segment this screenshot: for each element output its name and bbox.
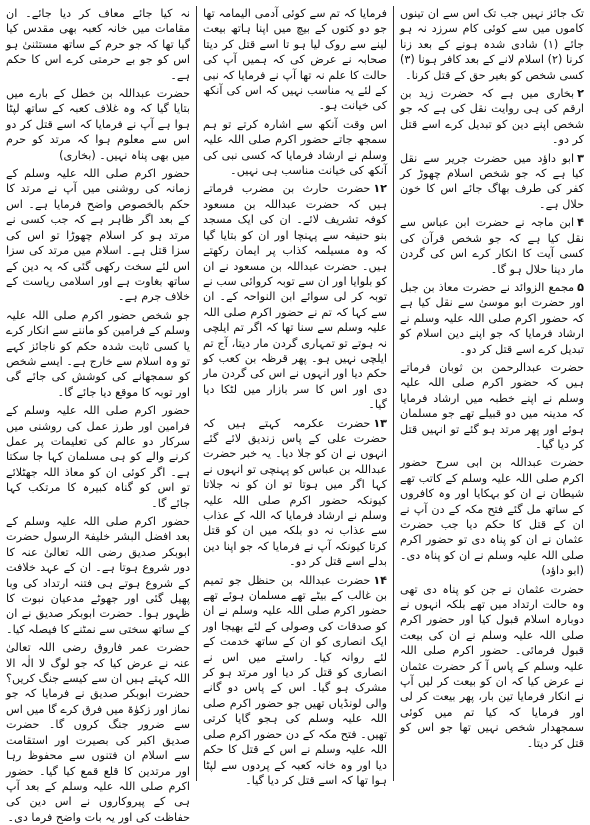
paragraph-text: حضور اکرم صلی اللہ علیہ وسلم کے زمانہ کی روشنی میں آپ نے مرتد کا حکم بالخصوص واضح فرمایا ہے۔ اس کے بعد اگر ظاہر ہے کہ جب کسی نے مرتد ہو کر اسلام چھوڑا تو اس کی سزا قتل ہے۔ اسلام میں مرتد کی سزا اس لئے سخت رکھی گئی کہ یہ دین کے ساتھ بغاوت ہے اور اسلامی ریاست کے خلاف جرم ہے۔	[6, 167, 191, 304]
paragraph	[400, 86, 584, 148]
paragraph	[203, 117, 387, 179]
column-left	[6, 6, 191, 824]
paragraph	[203, 573, 387, 789]
paragraph-text: حضرت عثمان نے جن کو پناہ دی تھی وہ حالت ارتداد میں تھے بلکہ انہوں نے دوبارہ اسلام قبول کیا اور حضور اکرم صلی اللہ علیہ وسلم نے ان کی بیعت قبول فرمائی۔ حضور اکرم صلی اللہ علیہ وسلم کے پاس آ کر حضرت عثمان نے عرض کیا کہ ان کو بیعت کر لیں آپ نے انکار فرمایا تین بار، پھر بیعت کر لی اور فرمایا کہ کیا تم میں کوئی سمجھدار شخص نہیں تھا جو اس کو قتل کر دیتا۔	[400, 582, 584, 750]
paragraph-number: ۳	[577, 151, 584, 165]
column-right	[400, 6, 584, 781]
paragraph-text: حضور اکرم صلی اللہ علیہ وسلم کے بعد افضل البشر خلیفۃ الرسول حضرت ابوبکر صدیق رضی اللہ تعالیٰ عنہ کا دور شروع ہوتا ہے۔ ان کے عہد خلافت کے شروع ہوتے ہی فتنہ ارتداد کی وبا پھیل گئی اور جھوٹے مدعیان نبوت کا ظہور ہوا۔ حضرت ابوبکر صدیق نے ان کے ساتھ سختی سے نمٹنے کا فیصلہ کیا۔	[6, 515, 191, 636]
paragraph-text: ابن ماجہ نے حضرت ابن عباس سے نقل کیا ہے کہ جو شخص قرآن کی کسی آیت کا انکار کرے اس کی گردن مار دینا حلال ہو گا۔	[400, 216, 584, 276]
paragraph-number: ۱۴	[373, 573, 388, 587]
paragraph	[203, 181, 387, 412]
paragraph-text: اس وقت آنکھ سے اشارہ کرتے تو ہم سمجھ جاتے حضور اکرم صلی اللہ علیہ وسلم نے ارشاد فرمایا کہ کسی نبی کی آنکھ کی خیانت مناسب ہی نہیں۔	[203, 117, 388, 178]
paragraph	[400, 455, 584, 578]
paragraph-text: بخاری میں ہے کہ حضرت زید بن ارقم کی ہی روایت نقل کی ہے کہ جو شخص اپنے دین کو تبدیل کرے اسے قتل کر دو۔	[400, 87, 584, 147]
paragraph-text: حضرت حارث بن مضرب فرماتے ہیں کہ حضرت عبداللہ بن مسعود کوفہ تشریف لائے۔ ان کی ایک مسجد بنو حنیفہ سے پہنچا اور ان کو بتایا گیا کہ وہ مسیلمہ کذاب پر ایمان رکھتے ہیں۔ حضرت عبداللہ بن مسعود نے ان کو بلوایا اور ان سے توبہ کروائی سب نے توبہ کر لی سوائے ابن النواحہ کے۔ ان سے کہا کہ تم نے حضور اکرم صلی اللہ علیہ وسلم سے سنا تھا کہ اگر تم ایلچی نہ ہوتے تو تمہاری گردن مار دیتا، آج تم ایلچی نہیں ہو۔ پھر قرظہ بن کعب کو حکم دیا اور انہوں نے اس کی گردن مار دی اور اس کا سر بازار میں لٹکا دیا گیا۔	[203, 182, 388, 412]
paragraph	[6, 86, 190, 163]
paragraph-text: حضرت عمر فاروق رضی اللہ تعالیٰ عنہ نے عرض کیا کہ جو لوگ لا الٰہ الا اللہ کہتے ہیں ان سے کیسے جنگ کریں؟ حضرت ابوبکر صدیق نے فرمایا کہ جو نماز اور زکوٰۃ میں فرق کرے گا میں اس سے ضرور جنگ کروں گا۔ حضرت صدیق اکبر کی بصیرت اور استقامت سے اسلام ان فتنوں سے محفوظ رہا اور مرتدین کا قلع قمع کیا گیا۔ حضور اکرم صلی اللہ علیہ وسلم کے بعد آپ ہی کے پیروکاروں نے اس دین کی حفاظت کی اور یہ بات واضح فرما دی۔	[6, 641, 191, 824]
paragraph	[400, 151, 584, 213]
paragraph-number: ۱۳	[373, 416, 388, 430]
paragraph	[203, 6, 387, 114]
paragraph	[400, 360, 584, 452]
paragraph	[203, 416, 387, 570]
paragraph	[400, 6, 584, 83]
paragraph-text: حضور اکرم صلی اللہ علیہ وسلم کے فرامین اور طرز عمل کی روشنی میں سرکار دو عالم کی تعلیمات پر عمل کرنے والے کو ہی مسلمان کہا جا سکتا ہے۔ اگر کوئی ان کو معاذ اللہ جھٹلائے تو اس کو گناہ کبیرہ کا مرتکب کہا جائے گا۔	[6, 404, 191, 510]
column-middle	[203, 6, 388, 787]
paragraph	[6, 308, 190, 400]
paragraph	[6, 6, 190, 83]
paragraph	[6, 403, 190, 511]
paragraph	[400, 280, 584, 357]
paragraph	[6, 166, 190, 305]
paragraph-text: نہ کیا جائے معاف کر دیا جائے۔ ان مقامات میں خانہ کعبہ بھی مقدس کیا گیا تھا کہ جو حرم کے ساتھ مستثنیٰ ہو اس کو جو بے حرمتی کرے اس کا حکم ہے۔	[6, 7, 191, 82]
column-divider-right	[393, 6, 394, 781]
paragraph-text: حضرت عبداللہ بن حنظل جو تمیم بن غالب کے بیٹے تھے مسلمان ہوئے تھے حضور اکرم صلی اللہ علیہ وسلم نے ان کو صدقات کی وصولی کے لئے بھیجا اور ایک انصاری کو ان کے ساتھ خدمت کے لئے روانہ کیا۔ راستے میں اس نے انصاری کو قتل کر دیا اور مرتد ہو کر مشرک ہو گیا۔ اس کے پاس دو گانے والی لونڈیاں تھیں جو حضور اکرم صلی اللہ علیہ وسلم کی ہجو گایا کرتی تھیں۔ فتح مکہ کے دن حضور اکرم صلی اللہ علیہ وسلم نے اس کے قتل کا حکم دیا اور وہ خانہ کعبہ کے پردوں سے لپٹا ہوا تھا کہ اسے قتل کر دیا گیا۔	[203, 573, 388, 787]
paragraph-text: حضرت عبدالرحمن بن ثوبان فرماتے ہیں کہ حضور اکرم صلی اللہ علیہ وسلم نے اپنے خطبہ میں ارشاد فرمایا کہ مدینہ میں دو قبیلے تھے جو مسلمان ہوئے اور پھر مرتد ہو گئے تو انہیں قتل کر دیا گیا۔	[400, 360, 584, 451]
paragraph-text: حضرت عبداللہ بن ابی سرح حضور اکرم صلی اللہ علیہ وسلم کے کاتب تھے شیطان نے ان کو بہکایا اور وہ کافروں کے ساتھ مل گئے فتح مکہ کے دن آپ نے ان کے قتل کا حکم دیا جب حضرت عثمان نے ان کو پناہ دی تو حضور اکرم صلی اللہ علیہ وسلم نے ان کو پناہ دی۔ (ابو داؤد)	[400, 456, 584, 578]
paragraph-number: ۴	[577, 216, 584, 230]
paragraph-text: فرمایا کہ تم سے کوئی آدمی الیمامہ تھا جو دو کتوں کے بیچ میں اپنا ہاتھ بیعت لینے سے روک لیا ہو تا اسے قتل کر دیتا صحابہ نے عرض کی کہ ہمیں آپ کی حالت کا علم نہ تھا آپ نے فرمایا کہ نبی کے لئے یہ مناسب نہیں کہ اس کی آنکھ کی خیانت ہو۔	[203, 7, 388, 113]
paragraph	[6, 640, 190, 825]
paragraph-text: جو شخص حضور اکرم صلی اللہ علیہ وسلم کے فرامین کو ماننے سے انکار کرے یا کسی ثابت شدہ حکم کو ناجائز کہے تو وہ اسلام سے خارج ہے۔ ایسے شخص کو سمجھانے کی کوشش کی جائے گی اور توبہ کا موقع دیا جائے گا۔	[6, 308, 191, 399]
paragraph-text: مجمع الزوائد نے حضرت معاذ بن جبل اور حضرت ابو موسیٰ سے نقل کیا ہے کہ حضور اکرم صلی اللہ علیہ وسلم نے ارشاد فرمایا کہ جو اپنے دین اسلام کو تبدیل کرے اسے قتل کر دو۔	[400, 280, 584, 356]
paragraph-number: ۵	[577, 280, 584, 294]
paragraph-number: ۱۲	[373, 182, 388, 196]
paragraph-text: حضرت عبداللہ بن خطل کے بارے میں بتایا گیا کہ وہ غلاف کعبہ کے ساتھ لپٹا ہوا ہے آپ نے فرمایا کہ اسے قتل کر دو اس سے معلوم ہوا کہ مرتد کو حرم میں بھی پناہ نہیں۔ (بخاری)	[6, 87, 191, 162]
paragraph	[400, 215, 584, 277]
paragraph-number: ۲	[577, 87, 584, 101]
paragraph	[6, 514, 190, 637]
paragraph-text: حضرت عکرمہ کہتے ہیں کہ حضرت علی کے پاس زندیق لائے گئے انہوں نے ان کو جلا دیا۔ یہ خبر حضرت عبداللہ بن عباس کو پہنچی تو انہوں نے کہا اگر میں ہوتا تو ان کو نہ جلاتا کیونکہ حضور اکرم صلی اللہ علیہ وسلم نے ارشاد فرمایا کہ اللہ کے عذاب سے عذاب نہ دو بلکہ میں ان کو قتل کرتا کیونکہ آپ نے فرمایا کہ جو اپنا دین بدلے اسے قتل کر دو۔	[203, 416, 388, 569]
paragraph	[400, 582, 584, 751]
column-divider-left	[196, 6, 197, 781]
paragraph-text: تک جائز نہیں جب تک اس سے ان تینوں کاموں میں سے کوئی کام سرزد نہ ہو جائے (۱) شادی شدہ ہونے کے بعد زنا کرنا (۲) اسلام لانے کے بعد کافر ہونا (۳) کسی شخص کو بغیر حق کے قتل کرنا۔	[400, 7, 585, 82]
paragraph-text: ابو داؤد میں حضرت جریر سے نقل کیا ہے کہ جو شخص اسلام چھوڑ کر کفر کی طرف بھاگ جائے اس کا خون حلال ہے۔	[400, 151, 584, 211]
